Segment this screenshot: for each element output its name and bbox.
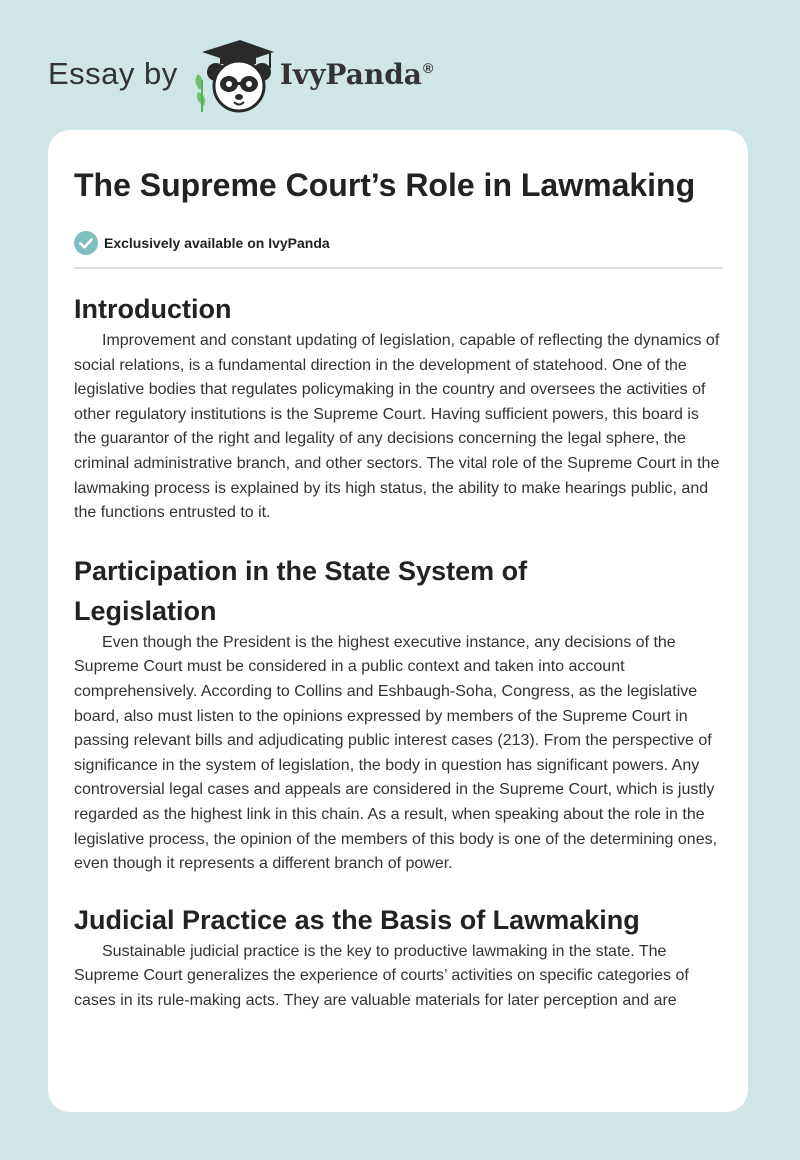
essay-card (48, 130, 748, 1112)
page-title: The Supreme Court’s Role in Lawmaking (74, 167, 696, 203)
panda-logo-icon (190, 34, 276, 114)
section-text-judicial-practice: Sustainable judicial practice is the key to productive lawmaking in the state. The Supreme Court generalizes the experience of courts’ activities on specific categories of cases in its rule-making acts. They are valuable materials for later perception and are (74, 942, 689, 1009)
exclusive-badge-label: Exclusively available on IvyPanda (104, 235, 330, 251)
exclusive-badge (74, 229, 722, 257)
brand-name-text: IvyPanda (279, 57, 422, 91)
section-text-introduction: Improvement and constant updating of legislation, capable of reflecting the dynamics of social relations, is a fundamental direction in the development of statehood. One of the legislative bodies that regulates policymaking in the country and oversees the activities of other regulatory institutions is the Supreme Court. Having sufficient powers, this board is the guarantor of the right and legality of any decisions concerning the legal sphere, the criminal administrative branch, and other sectors. The vital role of the Supreme Court in the lawmaking process is explained by its high status, the ability to make hearings public, and the functions entrusted to it. (74, 332, 720, 522)
registered-mark: ® (422, 60, 434, 77)
brand-name (280, 58, 434, 91)
section-text-participation: Even though the President is the highest executive instance, any decisions of the Supreme Court must be considered in a public context and taken into account comprehensively. According to Collins and Eshbaugh-Soha, Congress, as the legislative board, also must listen to the opinions expressed by members of the Supreme Court in passing relevant bills and adjudicating public interest cases (213). From the perspective of significance in the system of legislation, the body in question has significant powers. Any controversial legal cases and appeals are considered in the Supreme Court, which is justly regarded as the highest link in this chain. As a result, when speaking about the role in the legislative process, the opinion of the members of this body is one of the determining ones, even though it represents a different branch of power. (74, 633, 718, 873)
section-heading-participation: Participation in the State System of Legislation (74, 555, 528, 626)
brand-header (48, 34, 433, 114)
brand-prefix: Essay by (48, 56, 178, 91)
title-divider (74, 267, 722, 269)
section-heading-judicial-practice: Judicial Practice as the Basis of Lawmaking (74, 904, 640, 935)
check-circle-icon (74, 231, 98, 255)
section-heading-introduction: Introduction (74, 294, 232, 324)
